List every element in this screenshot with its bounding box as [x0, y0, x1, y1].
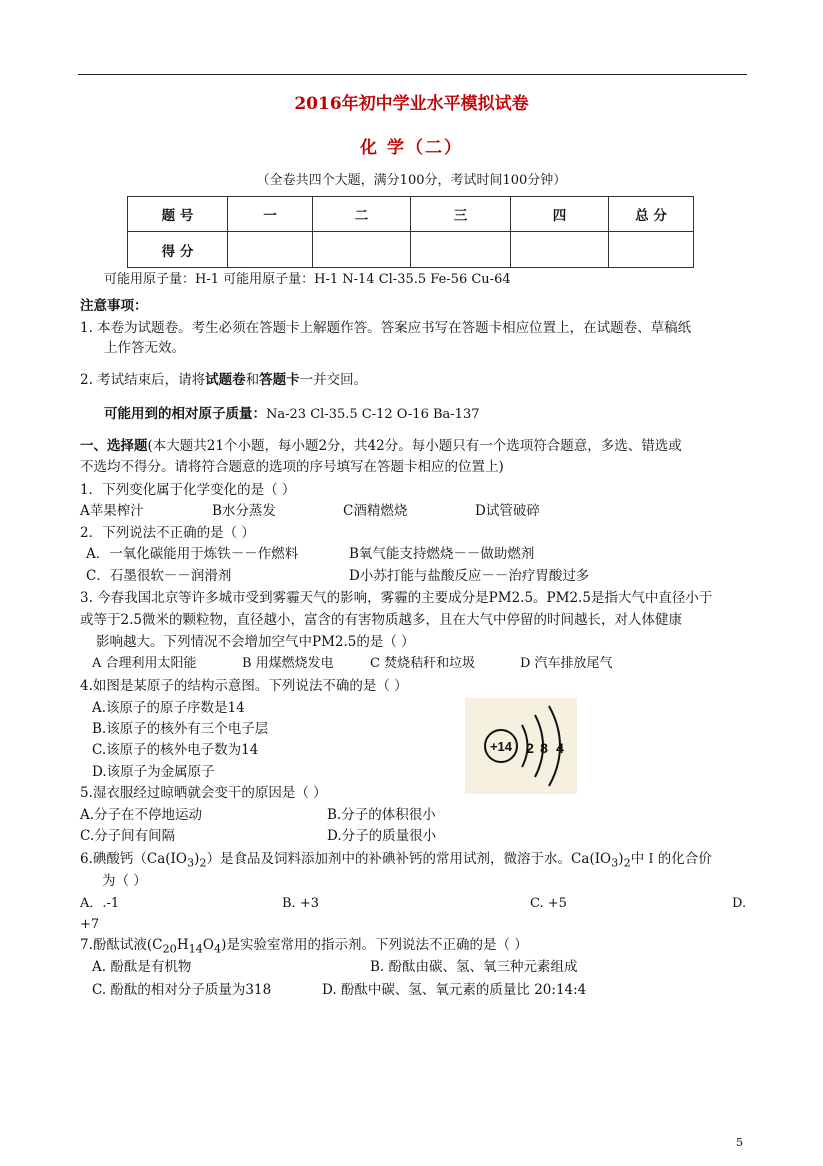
question-6-stem-cont: 为（ ）	[102, 873, 147, 889]
question-2-option-d: D小苏打能与盐酸反应－－治疗胃酸过多	[349, 568, 590, 584]
score-header-cell: 总 分	[609, 197, 694, 232]
question-4-option-b: B.该原子的核外有三个电子层	[92, 721, 269, 737]
question-4-option-a: A.该原子的原子序数是14	[92, 700, 245, 716]
notice-bold-text: 试题卷	[205, 372, 246, 388]
score-cell	[411, 232, 511, 268]
q7-text: )是实验室常用的指示剂。下列说法不正确的是（ ）	[221, 937, 528, 953]
question-3-stem-cont: 或等于2.5微米的颗粒物，直径越小，富含的有害物质越多，且在大气中停留的时间越长，对人体健康	[80, 612, 682, 628]
q6-text: 6.碘酸钙（Ca(IO	[80, 851, 187, 867]
question-4-option-c: C.该原子的核外电子数为14	[92, 742, 259, 758]
q6-text: ）是食品及饲料添加剂中的补碘补钙的常用试剂，微溶于水。Ca(IO	[206, 851, 612, 867]
score-header-cell: 四	[511, 197, 609, 232]
question-4-stem: 4.如图是某原子的结构示意图。下列说法不确的是（ ）	[80, 678, 408, 694]
nucleus-charge: +14	[489, 739, 513, 754]
exam-subtitle: 化 学（二）	[360, 138, 463, 158]
score-header-cell: 二	[313, 197, 411, 232]
question-3-option-c: C 焚烧秸秆和垃圾	[370, 656, 476, 671]
question-1-option-a: A苹果榨汁	[80, 503, 144, 519]
question-6-option-d: D.	[732, 896, 747, 911]
question-1-stem: 1．下列变化属于化学变化的是（ ）	[80, 482, 296, 498]
notice-bold-text: 答题卡	[259, 372, 300, 388]
question-4-option-d: D.该原子为金属原子	[92, 764, 215, 780]
atomic-mass-line-2	[104, 405, 480, 424]
question-2-option-c: C．石墨很软－－润滑剂	[86, 568, 232, 584]
score-row-label: 得 分	[128, 232, 228, 268]
question-5-option-d: D.分子的质量很小	[327, 828, 437, 844]
page-number: 5	[736, 1136, 743, 1149]
score-cell	[313, 232, 411, 268]
q7-text: O	[202, 937, 214, 953]
q7-text: H	[176, 937, 189, 953]
notice-heading: 注意事项：	[80, 298, 148, 314]
score-table	[127, 196, 694, 268]
q6-text: 中Ｉ的化合价	[630, 851, 712, 867]
notice-text: 2. 考试结束后，请将	[80, 372, 206, 388]
notice-text: 和	[245, 372, 260, 388]
section-1-heading: 一、选择题	[80, 438, 148, 454]
shell-electron-count: 2	[526, 740, 534, 756]
section-1-intro-cont: 不选均不得分。请将符合题意的选项的序号填写在答题卡相应的位置上)	[80, 459, 504, 475]
atomic-mass-label: 可能用到的相对原子质量：	[104, 406, 266, 422]
question-7-option-c: C. 酚酞的相对分子质量为318	[92, 982, 272, 998]
notice-item-1-cont: 上作答无效。	[104, 340, 185, 356]
score-cell	[511, 232, 609, 268]
q6-subscript: 2	[623, 856, 631, 870]
q7-subscript: 14	[188, 942, 203, 956]
q7-subscript: 20	[162, 942, 177, 956]
question-5-option-a: A.分子在不停地运动	[80, 807, 203, 823]
question-3-option-d: D 汽车排放尾气	[520, 656, 613, 671]
atom-diagram-svg	[465, 698, 577, 794]
exam-info: （全卷共四个大题，满分100分，考试时间100分钟）	[256, 173, 567, 188]
score-header-cell: 一	[228, 197, 313, 232]
question-3-stem: 3. 今春我国北京等许多城市受到雾霾天气的影响，雾霾的主要成分是PM2.5。PM2.5是指大气中直径小于	[80, 590, 713, 606]
question-1-option-c: C酒精燃烧	[343, 503, 408, 519]
section-1-text: (本大题共21个小题，每小题2分，共42分。每小题只有一个选项符合题意，多选、错选或	[147, 438, 682, 454]
score-table-header-row	[128, 197, 694, 232]
notice-item-1: 1. 本卷为试题卷。考生必须在答题卡上解题作答。答案应书写在答题卡相应位置上，在试题卷、草稿纸	[80, 320, 692, 336]
atom-structure-diagram	[465, 698, 577, 794]
question-2-option-b: B氧气能支持燃烧－－做助燃剂	[349, 546, 535, 562]
question-6-option-d-value: +7	[80, 917, 100, 932]
question-3-stem-cont: 影响越大。下列情况不会增加空气中PM2.5的是（ ）	[96, 634, 415, 650]
question-2-option-a: A．一氧化碳能用于炼铁－－作燃料	[86, 546, 299, 562]
q6-subscript: 3	[611, 856, 619, 870]
question-2-stem: 2．下列说法不正确的是（ ）	[80, 525, 255, 541]
q6-text: )	[194, 851, 200, 867]
question-5-option-b: B.分子的体积很小	[327, 807, 436, 823]
question-7-option-b: B. 酚酞由碳、氢、氧三种元素组成	[370, 959, 578, 975]
notice-item-2	[80, 371, 367, 389]
shell-electron-count: 4	[556, 740, 564, 756]
shell-electron-count: 8	[540, 740, 548, 756]
atomic-mass-values: Na-23 Cl-35.5 C-12 O-16 Ba-137	[266, 407, 480, 422]
question-7-option-a: A. 酚酞是有机物	[92, 959, 192, 975]
question-7-stem	[80, 936, 528, 959]
question-7-option-d: D. 酚酞中碳、氢、氧元素的质量比 20:14:4	[322, 982, 587, 998]
question-3-option-b: B 用煤燃烧发电	[242, 656, 334, 671]
notice-text: 一并交回。	[299, 372, 368, 388]
question-1-option-d: D试管破碎	[475, 503, 540, 519]
q7-subscript: 4	[214, 942, 222, 956]
score-cell	[228, 232, 313, 268]
question-3-option-a: A 合理利用太阳能	[92, 656, 197, 671]
score-cell	[609, 232, 694, 268]
question-6-stem	[80, 850, 712, 873]
q6-subscript: 3	[186, 856, 195, 870]
section-1-intro	[80, 437, 682, 455]
question-6-option-b: B. +3	[282, 896, 319, 911]
question-6-option-a: A．.-1	[80, 896, 120, 911]
q6-text: )	[618, 851, 624, 867]
question-5-stem: 5.湿衣服经过晾晒就会变干的原因是（ ）	[80, 785, 327, 801]
score-header-cell: 三	[411, 197, 511, 232]
question-6-option-c: C. +5	[530, 896, 567, 911]
q7-text: 7.酚酞试液(C	[80, 937, 163, 953]
top-rule	[78, 74, 747, 75]
score-header-cell: 题 号	[128, 197, 228, 232]
atomic-mass-line: 可能用原子量：H-1 可能用原子量：H-1 N-14 Cl-35.5 Fe-56 Cu-64	[104, 272, 511, 287]
question-1-option-b: B水分蒸发	[212, 503, 276, 519]
question-5-option-c: C.分子间有间隔	[80, 828, 176, 844]
q6-subscript: 2	[199, 856, 207, 870]
exam-title: 2016年初中学业水平模拟试卷	[294, 94, 529, 114]
score-table-score-row	[128, 232, 694, 268]
